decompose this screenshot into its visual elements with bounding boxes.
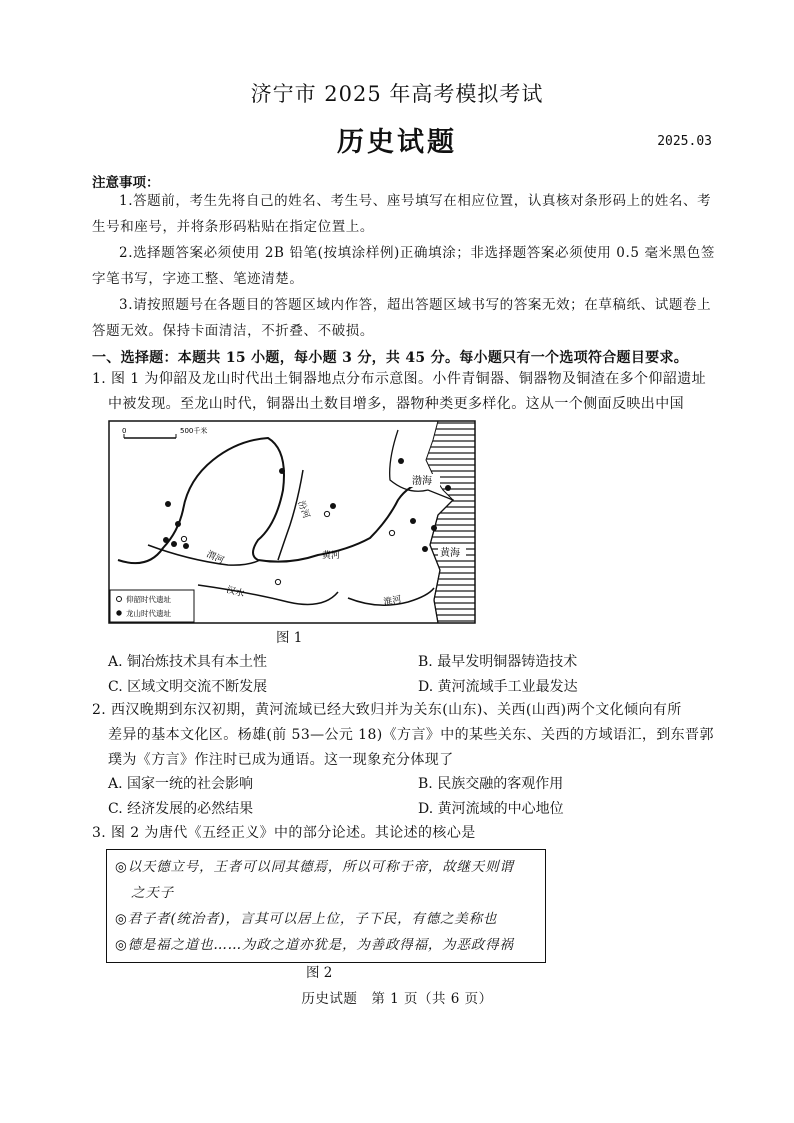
q1-stem-line-1: 1. 图 1 为仰韶及龙山时代出土铜器地点分布示意图。小件青铜器、铜器物及铜渣在多个仰韶遗址	[92, 371, 707, 387]
longshan-site	[163, 537, 169, 543]
label-huai-river: 淮河	[382, 594, 403, 608]
longshan-site	[410, 518, 416, 524]
legend-yangshao: 仰韶时代遗址	[126, 595, 171, 604]
longshan-site	[398, 458, 404, 464]
q2-option-c: C. 经济发展的必然结果	[108, 801, 254, 817]
legend-longshan: 龙山时代遗址	[126, 609, 171, 618]
figure-1-map	[108, 420, 476, 624]
box-line-3: ◎德是福之道也……为政之道亦犹是，为善政得福，为恶政得祸	[115, 937, 514, 953]
exam-title: 济宁市 2025 年高考模拟考试	[250, 82, 544, 106]
q2-line-1: 2. 西汉晚期到东汉初期，黄河流域已经大致归并为关东(山东)、关西(山西)两个文化倾向有所	[92, 702, 682, 718]
label-wei-river: 渭河	[204, 549, 226, 567]
q1-option-c: C. 区域文明交流不断发展	[108, 679, 268, 695]
longshan-site	[175, 521, 181, 527]
label-yellow-river: 黄河	[322, 551, 341, 561]
notice-item-2: 2.选择题答案必须使用 2B 铅笔(按填涂样例)正确填涂；非选择题答案必须使用 0.5 毫米黑色签字笔书写，字迹工整、笔迹清楚。	[92, 245, 715, 287]
notice-item-1: 1.答题前，考生先将自己的姓名、考生号、座号填写在相应位置，认真核对条形码上的姓名、考生号和座号，并将条形码粘贴在指定位置上。	[92, 193, 712, 235]
yangshao-site	[181, 536, 186, 541]
figure-2-box	[106, 849, 546, 963]
q2-line-3: 璞为《方言》作注时已成为通语。这一现象充分体现了	[108, 752, 454, 768]
question-2-stem	[92, 698, 727, 773]
longshan-site	[171, 541, 177, 547]
label-han-river: 汉水	[225, 585, 246, 600]
yangshao-site	[324, 511, 329, 516]
q2-option-a: A. 国家一统的社会影响	[108, 776, 254, 792]
q1-option-a: A. 铜冶炼技术具有本土性	[108, 654, 268, 670]
figure-1-caption: 图 1	[276, 630, 303, 646]
label-bohai: 渤海	[412, 476, 432, 487]
section-heading: 一、选择题：本题共 15 小题，每小题 3 分，共 45 分。每小题只有一个选项符合题目要求。	[92, 350, 689, 366]
scale-label: 500千米	[180, 427, 208, 435]
yangshao-site	[389, 530, 394, 535]
legend-longshan-marker	[116, 610, 121, 615]
yangshao-site	[275, 579, 280, 584]
longshan-site	[422, 546, 428, 552]
longshan-site	[431, 525, 437, 531]
notice-item-3: 3.请按照题号在各题目的答题区域内作答，超出答题区域书写的答案无效；在草稿纸、试题卷上答题无效。保持卡面清洁，不折叠、不破损。	[92, 297, 712, 339]
scale-zero-label: 0	[122, 427, 127, 435]
longshan-site	[165, 501, 171, 507]
box-line-1b: 之天子	[131, 885, 174, 901]
subject-title: 历史试题	[337, 127, 457, 158]
label-fen-river: 汾河	[295, 499, 311, 520]
q2-line-2: 差异的基本文化区。杨雄(前 53—公元 18)《方言》中的某些关东、关西的方域语汇，到东晋郭	[108, 727, 714, 743]
page-footer: 历史试题 第 1 页（共 6 页）	[301, 991, 493, 1007]
legend-yangshao-marker	[117, 597, 122, 602]
question-3-stem: 3. 图 2 为唐代《五经正义》中的部分论述。其论述的核心是	[92, 825, 476, 841]
q2-option-b: B. 民族交融的客观作用	[418, 776, 564, 792]
box-line-2: ◎君子者(统治者)，言其可以居上位，子下民，有德之美称也	[115, 911, 498, 927]
q1-option-b: B. 最早发明铜器铸造技术	[418, 654, 578, 670]
label-huanghai: 黄海	[440, 548, 460, 559]
q1-option-d: D. 黄河流域手工业最发达	[418, 679, 578, 695]
longshan-site	[183, 543, 189, 549]
longshan-site	[279, 468, 285, 474]
figure-2-caption: 图 2	[306, 965, 333, 981]
longshan-site	[330, 503, 336, 509]
question-1-stem	[92, 367, 727, 417]
notice-heading: 注意事项：	[92, 175, 160, 191]
box-line-1: ◎以天德立号，王者可以同其德焉，所以可称于帝，故继天则谓	[115, 859, 514, 875]
q1-stem-line-2: 中被发现。至龙山时代，铜器出土数目增多，器物种类更多样化。这从一个侧面反映出中国	[108, 396, 684, 412]
q2-option-d: D. 黄河流域的中心地位	[418, 801, 564, 817]
exam-date: 2025.03	[657, 134, 712, 149]
longshan-site	[445, 485, 451, 491]
